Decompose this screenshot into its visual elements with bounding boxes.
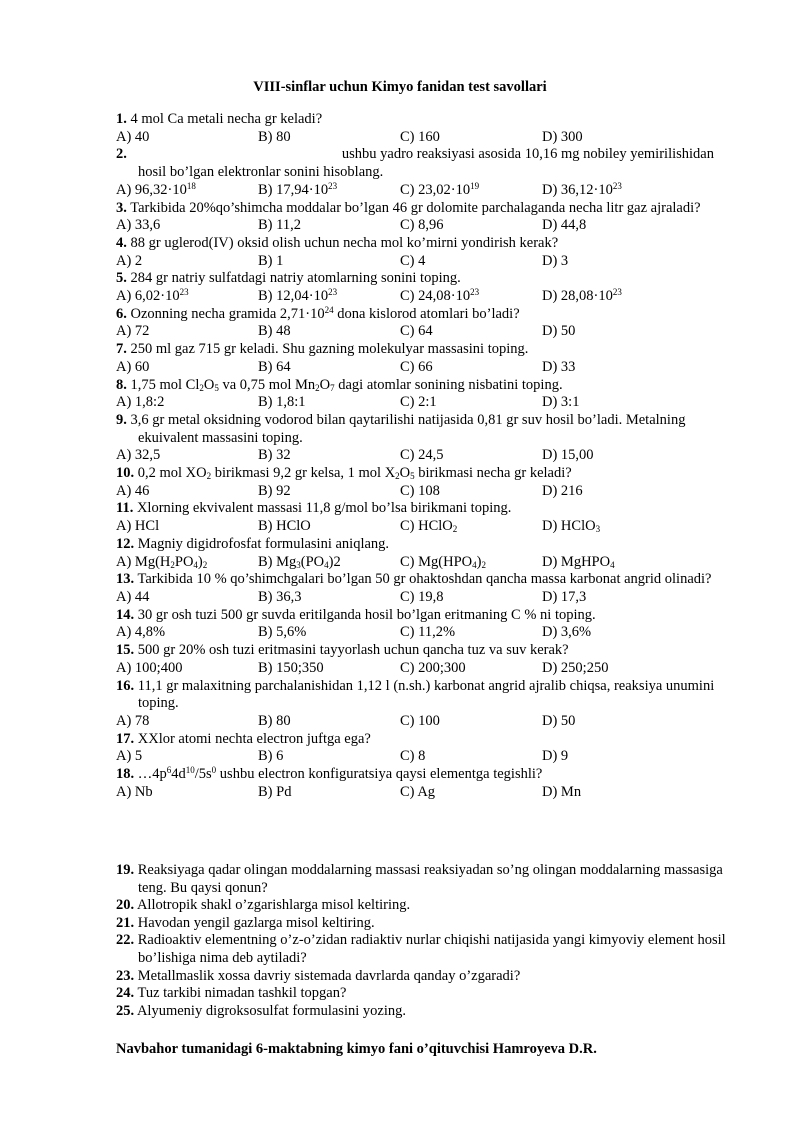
question-1 <box>116 111 746 146</box>
option-c: C) HClO$_2$ <box>400 518 458 535</box>
page-title: VIII-sinflar uchun Kimyo fanidan test savollari <box>253 79 547 95</box>
question-number: 18. <box>116 766 135 783</box>
question-12 <box>116 536 746 571</box>
answer-options <box>116 323 746 341</box>
answer-options <box>116 217 746 235</box>
option-d: D) 216 <box>542 482 583 499</box>
question-number: 15. <box>116 642 135 659</box>
option-d: D) Mn <box>542 783 582 800</box>
answer-options <box>116 660 746 678</box>
option-d: D) 50 <box>542 323 576 340</box>
option-c: C) 11,2% <box>400 624 456 641</box>
question-number: 1. <box>116 111 127 127</box>
question-17 <box>116 731 746 766</box>
option-d: D) 3:1 <box>542 394 580 411</box>
question-text-continued: hosil bo’lgan elektronlar sonini hisoblang. <box>138 164 384 181</box>
option-a: A) 44 <box>116 588 150 605</box>
question-5 <box>116 270 746 305</box>
option-a: A) 46 <box>116 482 150 499</box>
option-a: A) 60 <box>116 358 150 375</box>
question-number: 4. <box>116 234 127 251</box>
answer-options <box>116 713 746 731</box>
question-15 <box>116 642 746 677</box>
question-number: 7. <box>116 341 127 358</box>
option-c: C) $24,08\cdot 10^{23}$ <box>400 287 480 305</box>
option-b: B) 92 <box>258 482 291 499</box>
answer-options <box>116 359 746 377</box>
option-c: C) 200;300 <box>400 659 466 676</box>
option-d: D) 17,3 <box>542 588 587 605</box>
question-text: Magniy digidrofosfat formulasini aniqlang. <box>137 535 390 552</box>
option-d: D) 44,8 <box>542 217 587 234</box>
open-question: 25. Alyumeniy digroksosulfat formulasini yozing. <box>116 1002 406 1019</box>
question-text: XXlor atomi nechta electron juftga ega? <box>137 730 371 747</box>
question-11 <box>116 500 746 535</box>
option-a: A) HCl <box>116 518 160 535</box>
question-8 <box>116 377 746 412</box>
answer-options <box>116 182 746 200</box>
option-d: D) 15,00 <box>542 447 594 464</box>
option-a: A) 1,8:2 <box>116 394 165 411</box>
open-question: 20. Allotropik shakl o’zgarishlarga misol keltiring. <box>116 897 411 914</box>
option-d: D) HClO$_3$ <box>542 518 601 535</box>
option-b: B) Pd <box>258 783 292 800</box>
option-b: B) $12,04\cdot 10^{23}$ <box>258 287 338 305</box>
question-number: 12. <box>116 535 135 552</box>
question-4 <box>116 235 746 270</box>
option-c: C) 4 <box>400 252 426 269</box>
open-question: 23. Metallmaslik xossa davriy sistemada davrlarda qanday o’zgaradi? <box>116 967 521 984</box>
option-a: A) 4,8% <box>116 624 166 641</box>
option-b: B) 6 <box>258 748 284 765</box>
option-a: A) 100;400 <box>116 659 183 676</box>
question-number: 3. <box>116 199 127 216</box>
question-number: 11. <box>116 500 134 517</box>
option-a: A) $6,02\cdot 10^{23}$ <box>116 287 189 305</box>
open-question: 22. Radioaktiv elementning o’z-o’zidan radiaktiv nurlar chiqishi natijasida yangi kimyoviy element hosil bo’lishiga nima deb aytiladi? <box>116 932 726 966</box>
question-16 <box>116 678 746 731</box>
question-text: 4 mol Ca metali necha gr keladi? <box>130 111 323 127</box>
option-d: D) 33 <box>542 358 576 375</box>
answer-options <box>116 554 746 572</box>
option-c: C) 108 <box>400 482 440 499</box>
option-d: D) 3 <box>542 252 569 269</box>
option-a: A) 40 <box>116 128 150 145</box>
option-b: B) 80 <box>258 128 291 145</box>
option-c: C) 2:1 <box>400 394 437 411</box>
option-b: B) 48 <box>258 323 291 340</box>
question-text: 3,6 gr metal oksidning vodorod bilan qaytarilishi natijasida 0,81 gr suv hosil bo’ladi. Metalning ekuivalent massasini toping. <box>130 411 686 446</box>
answer-options <box>116 483 746 501</box>
question-2 <box>116 146 746 199</box>
question-number: 14. <box>116 606 135 623</box>
option-c: C) Ag <box>400 783 436 800</box>
question-14 <box>116 607 746 642</box>
question-number: 17. <box>116 730 135 747</box>
answer-options <box>116 447 746 465</box>
option-d: D) $36,12\cdot 10^{23}$ <box>542 180 622 198</box>
question-number: 6. <box>116 305 127 322</box>
option-d: D) 9 <box>542 748 569 765</box>
option-a: A) 72 <box>116 323 150 340</box>
answer-options <box>116 784 746 802</box>
option-d: D) 3,6% <box>542 624 592 641</box>
option-c: C) 8,96 <box>400 217 444 234</box>
option-a: A) 2 <box>116 252 143 269</box>
author-footer: Navbahor tumanidagi 6-maktabning kimyo fani o’qituvchisi Hamroyeva D.R. <box>116 1041 597 1057</box>
question-9 <box>116 412 746 465</box>
option-c: C) 19,8 <box>400 588 444 605</box>
option-b: B) 1,8:1 <box>258 394 306 411</box>
option-b: B) 32 <box>258 447 291 464</box>
question-number: 13. <box>116 571 135 588</box>
option-a: A) 78 <box>116 712 150 729</box>
option-c: C) 160 <box>400 128 440 145</box>
option-a: A) 5 <box>116 748 143 765</box>
option-b: B) 80 <box>258 712 291 729</box>
question-text: Xlorning ekvivalent massasi 11,8 g/mol bo’lsa birikmani toping. <box>136 500 512 517</box>
answer-options <box>116 748 746 766</box>
option-d: D) 300 <box>542 128 583 145</box>
option-c: C) 8 <box>400 748 426 765</box>
question-13 <box>116 571 746 606</box>
option-a: A) $Mg(H_2PO_4)_2$ <box>116 553 208 570</box>
test-questions <box>116 111 746 801</box>
question-text: Tarkibida 20%qo’shimcha moddalar bo’lgan 46 gr dolomite parchalaganda necha litr gaz ajraladi? <box>130 199 701 216</box>
question-text: 30 gr osh tuzi 500 gr suvda eritilganda hosil bo’lgan eritmaning C % ni toping. <box>137 606 596 623</box>
question-6 <box>116 306 746 341</box>
option-d: D) 250;250 <box>542 659 609 676</box>
option-b: B) 5,6% <box>258 624 307 641</box>
option-d: D) $28,08\cdot 10^{23}$ <box>542 287 622 305</box>
answer-options <box>116 624 746 642</box>
answer-options <box>116 288 746 306</box>
question-text: Ozonning necha gramida $2,71\cdot 10^{24}$ dona kislorod atomlari bo’ladi? <box>130 304 520 322</box>
answer-options <box>116 253 746 271</box>
question-text: 284 gr natriy sulfatdagi natriy atomlarning sonini toping. <box>130 270 461 287</box>
answer-options <box>116 129 746 147</box>
open-question: 19. Reaksiyaga qadar olingan moddalarning massasi reaksiyadan so’ng olingan moddalarning massasiga teng. Bu qaysi qonun? <box>116 862 723 896</box>
question-text: 0,2 mol $XO_2$ birikmasi 9,2 gr kelsa, 1 mol $X_2O_5$ birikmasi necha gr keladi? <box>137 465 572 482</box>
option-c: C) 100 <box>400 712 440 729</box>
question-text: 500 gr 20% osh tuzi eritmasini tayyorlash uchun qancha tuz va suv kerak? <box>137 642 569 659</box>
question-text: 250 ml gaz 715 gr keladi. Shu gazning molekulyar massasini toping. <box>130 341 529 358</box>
question-10 <box>116 465 746 500</box>
option-b: B) 11,2 <box>258 217 301 234</box>
option-c: C) $23,02\cdot 10^{19}$ <box>400 180 480 198</box>
question-text: ushbu yadro reaksiyasi asosida 10,16 mg nobiley yemirilishidan <box>341 146 714 163</box>
option-c: C) 66 <box>400 358 433 375</box>
option-b: B) $17,94\cdot 10^{23}$ <box>258 180 338 198</box>
question-number: 8. <box>116 376 127 393</box>
option-b: B) HClO <box>258 518 311 535</box>
question-7 <box>116 341 746 376</box>
question-3 <box>116 200 746 235</box>
question-text: $\dots 4p^64d^{10}/5s^0$ ushbu electron konfiguratsiya qaysi elementga tegishli? <box>137 765 543 783</box>
option-a: A) Nb <box>116 783 153 800</box>
option-a: A) $96,32\cdot 10^{18}$ <box>116 180 196 198</box>
option-b: B) 1 <box>258 252 284 269</box>
option-c: C) 24,5 <box>400 447 444 464</box>
question-number: 9. <box>116 411 127 428</box>
option-b: B) 150;350 <box>258 659 324 676</box>
option-d: D) MgHPO$_4$ <box>542 553 615 570</box>
option-c: C) $Mg(HPO_4)_2$ <box>400 553 486 570</box>
answer-options <box>116 589 746 607</box>
question-text: 11,1 gr malaxitning parchalanishidan 1,12 l (n.sh.) karbonat angrid ajralib chiqsa, reaksiya unumini toping. <box>137 677 715 712</box>
option-b: B) $Mg_3(PO_4)2$ <box>258 553 341 570</box>
open-question: 21. Havodan yengil gazlarga misol keltiring. <box>116 914 375 931</box>
question-number: 2. <box>116 146 127 163</box>
question-text: 1,75 mol $Cl_2O_5$ va 0,75 mol $Mn_2O_7$ dagi atomlar sonining nisbatini toping. <box>130 376 563 393</box>
answer-options <box>116 394 746 412</box>
open-questions <box>116 862 746 1020</box>
option-a: A) 32,5 <box>116 447 161 464</box>
question-number: 16. <box>116 677 135 694</box>
question-number: 5. <box>116 270 127 287</box>
option-d: D) 50 <box>542 712 576 729</box>
question-text: Tarkibida 10 % qo’shimchgalari bo’lgan 50 gr ohaktoshdan qancha massa karbonat angrid olinadi? <box>137 571 712 588</box>
option-a: A) 33,6 <box>116 217 161 234</box>
answer-options <box>116 518 746 536</box>
option-b: B) 36,3 <box>258 588 302 605</box>
question-number: 10. <box>116 465 135 482</box>
question-18 <box>116 766 746 801</box>
question-text: 88 gr uglerod(IV) oksid olish uchun necha mol ko’mirni yondirish kerak? <box>130 234 559 251</box>
option-b: B) 64 <box>258 358 291 375</box>
option-c: C) 64 <box>400 323 433 340</box>
open-question: 24. Tuz tarkibi nimadan tashkil topgan? <box>116 985 347 1002</box>
